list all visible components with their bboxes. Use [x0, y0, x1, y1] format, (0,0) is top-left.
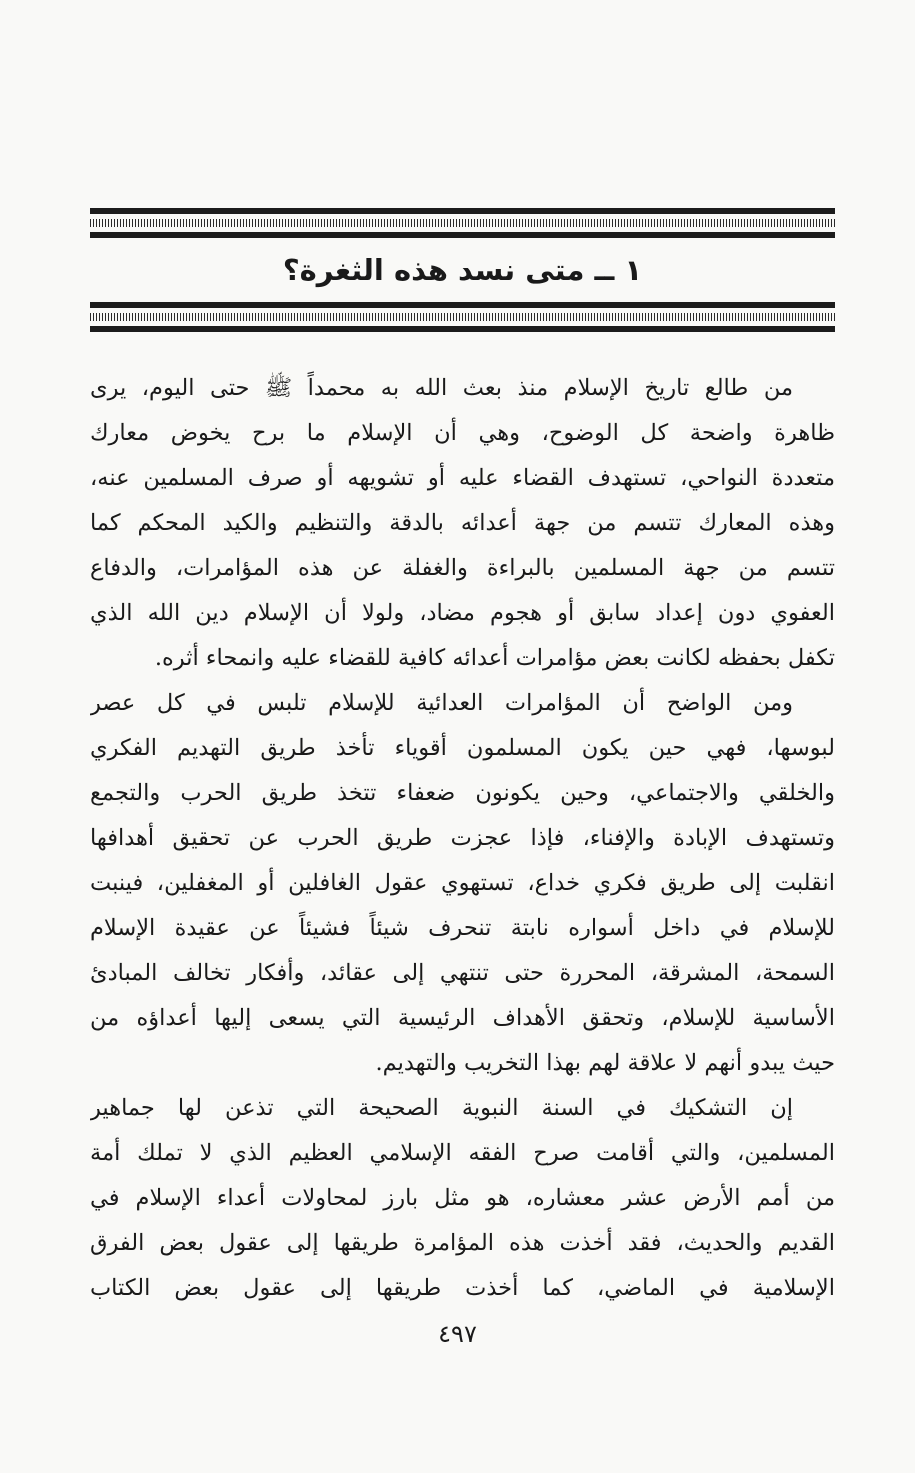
text-line: ومن الواضح أن المؤامرات العدائية للإسلام تلبس في كل عصر [90, 690, 793, 716]
page-number: ٤٩٧ [438, 1320, 477, 1348]
text-line: من طالع تاريخ الإسلام منذ بعث الله به محمداً ﷺ حتى اليوم، يرى [90, 375, 793, 401]
text-line: الأساسية للإسلام، وتحقق الأهداف الرئيسية التي يسعى إليها أعداؤه من [90, 1005, 835, 1031]
text-line: الإسلامية في الماضي، كما أخذت طريقها إلى عقول بعض الكتاب [90, 1275, 835, 1301]
paragraph [90, 1086, 835, 1311]
text-line: القديم والحديث، فقد أخذت هذه المؤامرة طريقها إلى عقول بعض الفرق [90, 1230, 835, 1256]
thick-rule [90, 326, 835, 332]
thick-rule [90, 232, 835, 238]
text-line: تكفل بحفظه لكانت بعض مؤامرات أعدائه كافية للقضاء عليه وانمحاء أثره. [154, 645, 835, 671]
thick-rule [90, 302, 835, 308]
body-text [90, 366, 835, 1311]
hatched-rule [90, 313, 835, 321]
text-line: وتستهدف الإبادة والإفناء، فإذا عجزت طريق الحرب عن تحقيق أهدافها [90, 825, 835, 851]
thick-rule [90, 208, 835, 214]
text-line: المسلمين، والتي أقامت صرح الفقه الإسلامي العظيم الذي لا تملك أمة [90, 1140, 835, 1166]
text-line: وهذه المعارك تتسم من جهة أعدائه بالدقة والتنظيم والكيد المحكم كما [90, 510, 835, 536]
paragraph [90, 366, 835, 681]
text-line: حيث يبدو أنهم لا علاقة لهم بهذا التخريب والتهديم. [375, 1050, 835, 1076]
text-line: متعددة النواحي، تستهدف القضاء عليه أو تشويهه أو صرف المسلمين عنه، [90, 465, 835, 491]
text-line: إن التشكيك في السنة النبوية الصحيحة التي تذعن لها جماهير [90, 1095, 793, 1121]
heading-top-rule [90, 208, 835, 238]
text-line: انقلبت إلى طريق فكري خداع، تستهوي عقول الغافلين أو المغفلين، فينبت [90, 870, 835, 896]
hatched-rule [90, 219, 835, 227]
text-line: السمحة، المشرقة، المحررة حتى تنتهي إلى عقائد، وأفكار تخالف المبادئ [90, 960, 835, 986]
chapter-heading: ١ ــ متى نسد هذه الثغرة؟ [282, 253, 643, 287]
text-line: لبوسها، فهي حين يكون المسلمون أقوياء تأخذ طريق التهديم الفكري [90, 735, 835, 761]
text-line: والخلقي والاجتماعي، وحين يكونون ضعفاء تتخذ طريق الحرب والتجمع [90, 780, 835, 806]
text-line: العفوي دون إعداد سابق أو هجوم مضاد، ولولا أن الإسلام دين الله الذي [90, 600, 835, 626]
heading-bottom-rule [90, 302, 835, 332]
paragraph [90, 681, 835, 1086]
text-line: تتسم من جهة المسلمين بالبراءة والغفلة عن هذه المؤامرات، والدفاع [90, 555, 835, 581]
text-line: ظاهرة واضحة كل الوضوح، وهي أن الإسلام ما برح يخوض معارك [90, 420, 835, 446]
text-line: للإسلام في داخل أسواره نابتة تنحرف شيئاً فشيئاً عن عقيدة الإسلام [90, 915, 835, 941]
text-line: من أمم الأرض عشر معشاره، هو مثل بارز لمحاولات أعداء الإسلام في [90, 1185, 835, 1211]
